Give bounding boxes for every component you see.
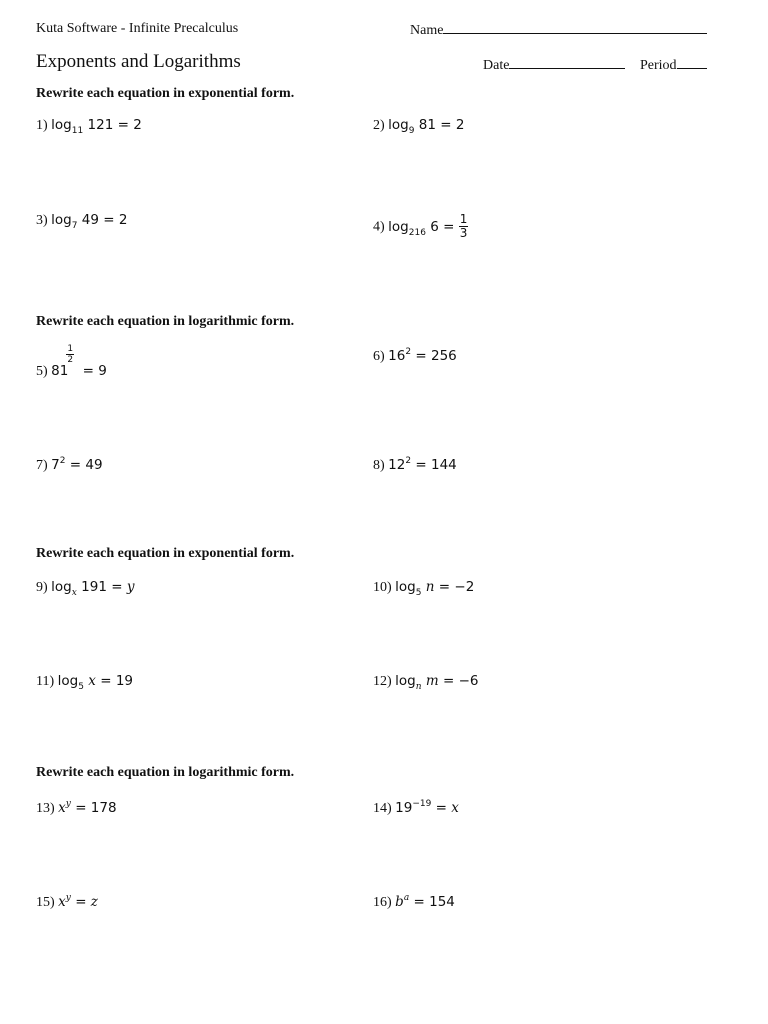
log-fn: log — [51, 212, 72, 228]
exponent: y — [65, 799, 71, 809]
problem-number: 3) — [36, 213, 48, 228]
log-arg: n — [425, 579, 435, 595]
log-base: n — [415, 682, 422, 692]
exponent: 2 — [59, 456, 66, 466]
equals-sign: = — [75, 800, 87, 816]
equals-sign: = — [440, 117, 452, 133]
power-base: x — [58, 800, 66, 816]
rhs: 178 — [90, 800, 117, 816]
problem-10 — [373, 579, 474, 596]
log-base: 11 — [71, 126, 84, 136]
equals-sign: = — [413, 894, 425, 910]
name-line[interactable] — [443, 21, 707, 34]
equals-sign: = — [82, 363, 94, 379]
log-fn: log — [51, 117, 72, 133]
exponent: −19 — [412, 799, 432, 809]
problem-12 — [373, 673, 478, 690]
period-line[interactable] — [677, 56, 707, 69]
problem-4 — [373, 213, 468, 240]
date-label: Date — [483, 58, 510, 73]
fraction-numerator: 1 — [459, 212, 468, 226]
log-fn: log — [388, 218, 409, 235]
problem-3 — [36, 212, 127, 229]
rhs: z — [90, 894, 98, 910]
equals-sign: = — [442, 673, 455, 689]
problem-number: 14) — [373, 801, 392, 816]
equals-sign: = — [415, 457, 427, 473]
problem-15 — [36, 894, 98, 911]
fraction-numerator: 1 — [67, 344, 74, 354]
problem-number: 13) — [36, 801, 55, 816]
section-instruction: Rewrite each equation in logarithmic form. — [36, 765, 295, 780]
power-base: 19 — [395, 800, 413, 816]
log-fn: log — [57, 673, 79, 689]
date-line[interactable] — [509, 56, 625, 69]
log-fn: log — [395, 579, 416, 595]
rhs: 2 — [118, 212, 128, 228]
problem-number: 11) — [36, 674, 55, 689]
fraction-denominator: 2 — [67, 355, 74, 365]
power-base: 81 — [51, 363, 69, 379]
log-arg: 49 — [81, 212, 99, 228]
problem-2 — [373, 117, 464, 134]
section-instruction: Rewrite each equation in exponential form. — [36, 546, 295, 561]
log-fn: log — [51, 579, 72, 595]
exponent: a — [403, 893, 410, 903]
problem-number: 9) — [36, 580, 48, 595]
problem-16 — [373, 894, 455, 911]
power-base: 16 — [388, 348, 406, 364]
log-arg: 121 — [87, 117, 114, 133]
problem-8 — [373, 457, 457, 474]
problem-7 — [36, 457, 103, 474]
log-base: 5 — [78, 682, 84, 692]
rhs: 154 — [429, 894, 455, 910]
rhs: y — [126, 579, 135, 595]
section-instruction: Rewrite each equation in exponential form. — [36, 86, 295, 101]
power-base: x — [58, 894, 66, 910]
rhs: 144 — [431, 457, 457, 473]
fraction-denominator: 3 — [459, 226, 468, 240]
name-field[interactable] — [410, 21, 707, 39]
equals-sign: = — [75, 894, 87, 910]
equals-sign: = — [443, 218, 455, 235]
problem-13 — [36, 800, 117, 817]
log-fn: log — [395, 673, 416, 689]
problem-9 — [36, 579, 134, 596]
rhs: 49 — [85, 457, 103, 473]
log-base: 7 — [71, 221, 78, 231]
power-base: 12 — [388, 457, 406, 473]
equals-sign: = — [69, 457, 82, 473]
log-base: 216 — [408, 227, 426, 238]
publisher-label: Kuta Software - Infinite Precalculus — [36, 21, 239, 36]
equals-sign: = — [111, 579, 123, 595]
rhs: x — [451, 800, 459, 816]
period-label: Period — [640, 58, 677, 73]
power-base: b — [395, 894, 404, 910]
exponent-fraction — [67, 344, 78, 375]
equals-sign: = — [435, 800, 447, 816]
log-fn: log — [388, 117, 409, 133]
problem-number: 10) — [373, 580, 392, 595]
rhs: 9 — [98, 363, 107, 379]
equals-sign: = — [415, 348, 427, 364]
problem-number: 1) — [36, 118, 48, 133]
problem-number: 5) — [36, 364, 48, 379]
log-base: 5 — [415, 588, 422, 598]
rhs: 2 — [455, 117, 465, 133]
name-label: Name — [410, 23, 444, 38]
problem-number: 7) — [36, 458, 48, 473]
log-base: x — [71, 588, 77, 598]
problem-1 — [36, 117, 142, 134]
problem-5 — [36, 344, 107, 380]
problem-number: 4) — [373, 219, 385, 235]
rhs: −6 — [458, 673, 479, 689]
rhs: 19 — [115, 673, 133, 689]
equals-sign: = — [117, 117, 129, 133]
section-instruction: Rewrite each equation in logarithmic form. — [36, 314, 295, 329]
problem-number: 16) — [373, 895, 392, 910]
equals-sign: = — [438, 579, 451, 595]
exponent: 2 — [405, 347, 412, 357]
log-base: 9 — [408, 126, 415, 136]
log-arg: 6 — [430, 218, 439, 235]
problem-number: 2) — [373, 118, 385, 133]
problem-number: 6) — [373, 349, 385, 364]
date-field[interactable] — [483, 56, 625, 74]
rhs: −2 — [454, 579, 475, 595]
exponent: 2 — [405, 456, 412, 466]
log-arg: m — [425, 673, 439, 689]
page-title: Exponents and Logarithms — [36, 51, 241, 72]
problem-11 — [36, 673, 133, 690]
problem-number: 8) — [373, 458, 385, 473]
period-field[interactable] — [640, 56, 707, 74]
exponent: y — [65, 893, 71, 903]
log-arg: x — [88, 673, 96, 689]
equals-sign: = — [103, 212, 115, 228]
rhs: 256 — [431, 348, 457, 364]
problem-number: 15) — [36, 895, 55, 910]
power-base: 7 — [51, 457, 60, 473]
log-arg: 81 — [418, 117, 436, 133]
problem-14 — [373, 800, 459, 817]
problem-6 — [373, 348, 457, 365]
log-arg: 191 — [81, 579, 107, 595]
problem-number: 12) — [373, 674, 392, 689]
equals-sign: = — [100, 673, 112, 689]
rhs-fraction — [459, 213, 469, 240]
rhs: 2 — [133, 117, 142, 133]
